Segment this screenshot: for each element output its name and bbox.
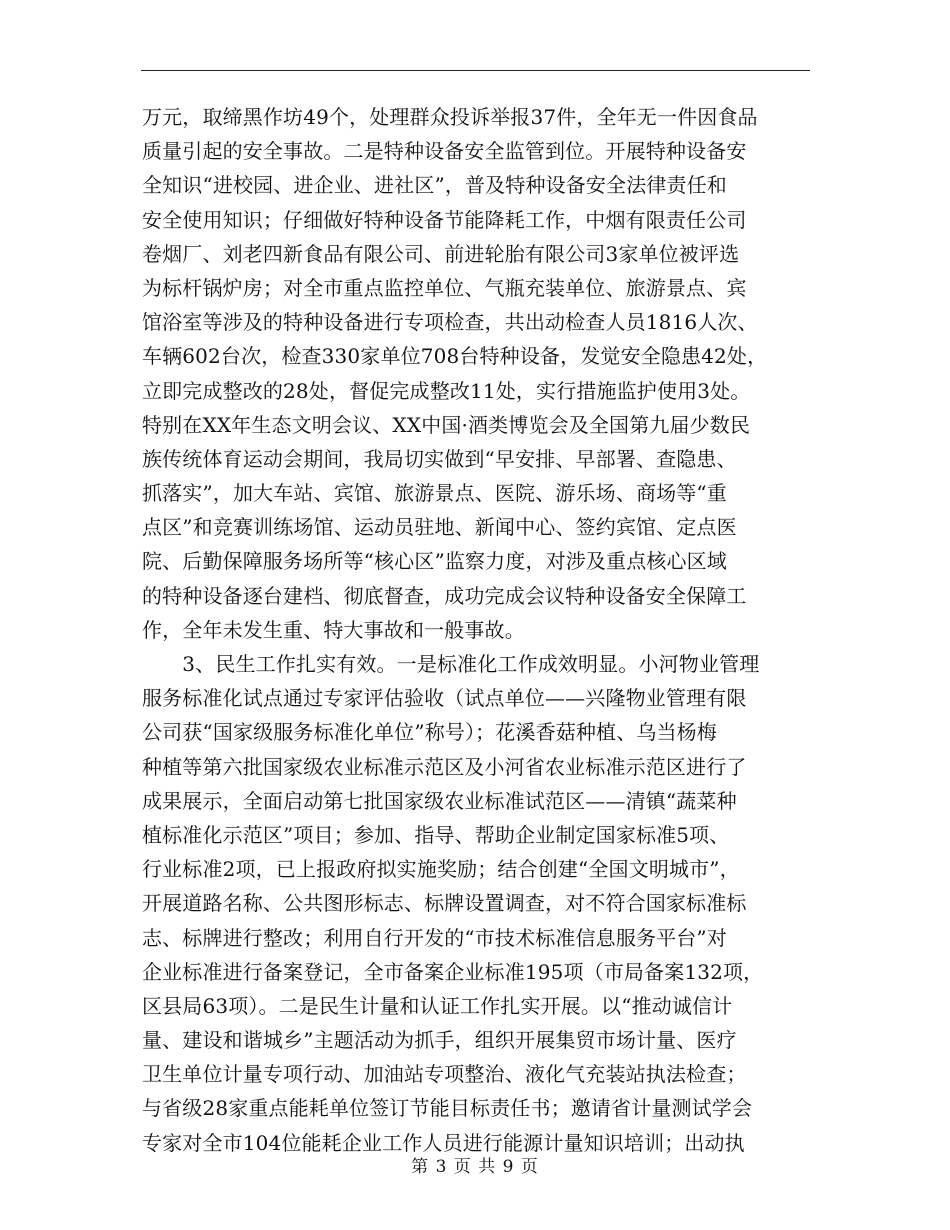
text-line: 万元，取缔黑作坊49个，处理群众投诉举报37件，全年无一件因食品 — [142, 105, 758, 129]
text-line: 全知识“进校园、进企业、进社区”，普及特种设备安全法律责任和 — [142, 173, 727, 198]
text-line: 特别在XX年生态文明会议、XX中国·酒类博览会及全国第九届少数民 — [142, 412, 751, 437]
text-line: 卷烟厂、刘老四新食品有限公司、前进轮胎有限公司3家单位被评选 — [142, 241, 740, 266]
page-footer: 第 3 页 共 9 页 — [411, 1157, 539, 1177]
text-line: 院、后勤保障服务场所等“核心区”监察力度，对涉及重点核心区域 — [142, 549, 727, 574]
text-line: 行业标准2项，已上报政府拟实施奖励；结合创建“全国文明城市”， — [142, 857, 740, 882]
text-line: 企业标准进行备案登记，全市备案企业标准195项（市局备案132项， — [142, 959, 764, 984]
text-line: 的特种设备逐台建档、彻底督查，成功完成会议特种设备安全保障工 — [142, 583, 747, 608]
text-line: 立即完成整改的28处，督促完成整改11处，实行措施监护使用3处。 — [142, 378, 751, 403]
header-rule — [141, 70, 810, 71]
text-line: 专家对全市104位能耗企业工作人员进行能源计量知识培训；出动执 — [142, 1130, 745, 1155]
text-line: 质量引起的安全事故。二是特种设备安全监管到位。开展特种设备安 — [142, 139, 747, 164]
text-line: 安全使用知识；仔细做好特种设备节能降耗工作，中烟有限责任公司 — [142, 207, 747, 232]
text-line: 馆浴室等涉及的特种设备进行专项检查，共出动检查人员1816人次、 — [142, 310, 758, 335]
text-line: 种植等第六批国家级农业标准示范区及小河省农业标准示范区进行了 — [142, 754, 747, 779]
text-line: 与省级28家重点能耗单位签订节能目标责任书；邀请省计量测试学会 — [142, 1096, 753, 1121]
text-line: 3、民生工作扎实有效。一是标准化工作成效明显。小河物业管理 — [142, 652, 760, 676]
text-line: 开展道路名称、公共图形标志、标牌设置调查，对不符合国家标准标 — [142, 891, 747, 916]
text-line: 量、建设和谐城乡”主题活动为抓手，组织开展集贸市场计量、医疗 — [142, 1028, 737, 1053]
text-line: 点区”和竞赛训练场馆、运动员驻地、新闻中心、签约宾馆、定点医 — [142, 515, 737, 540]
text-line: 卫生单位计量专项行动、加油站专项整治、液化气充装站执法检查； — [142, 1062, 747, 1087]
text-line: 族传统体育运动会期间，我局切实做到“早安排、早部署、查隐患、 — [142, 446, 737, 471]
text-line: 公司获“国家级服务标准化单位”称号）；花溪香菇种植、乌当杨梅 — [142, 720, 717, 745]
text-line: 志、标牌进行整改；利用自行开发的“市技术标准信息服务平台”对 — [142, 925, 727, 950]
text-line: 服务标准化试点通过专家评估验收（试点单位——兴隆物业管理有限 — [142, 686, 747, 711]
text-line: 为标杆锅炉房；对全市重点监控单位、气瓶充装单位、旅游景点、宾 — [142, 275, 747, 300]
text-line: 区县局63项）。二是民生计量和认证工作扎实开展。以“推动诚信计 — [142, 993, 733, 1018]
text-line: 植标准化示范区”项目；参加、指导、帮助企业制定国家标准5项、 — [142, 822, 730, 847]
text-line: 作，全年未发生重、特大事故和一般事故。 — [142, 617, 525, 642]
document-body — [142, 100, 814, 1160]
text-line: 车辆602台次，检查330家单位708台特种设备，发觉安全隐患42处， — [142, 344, 768, 369]
text-line: 抓落实”，加大车站、宾馆、旅游景点、医院、游乐场、商场等“重 — [142, 481, 727, 506]
text-line: 成果展示，全面启动第七批国家级农业标准试范区——清镇“蔬菜种 — [142, 788, 737, 813]
